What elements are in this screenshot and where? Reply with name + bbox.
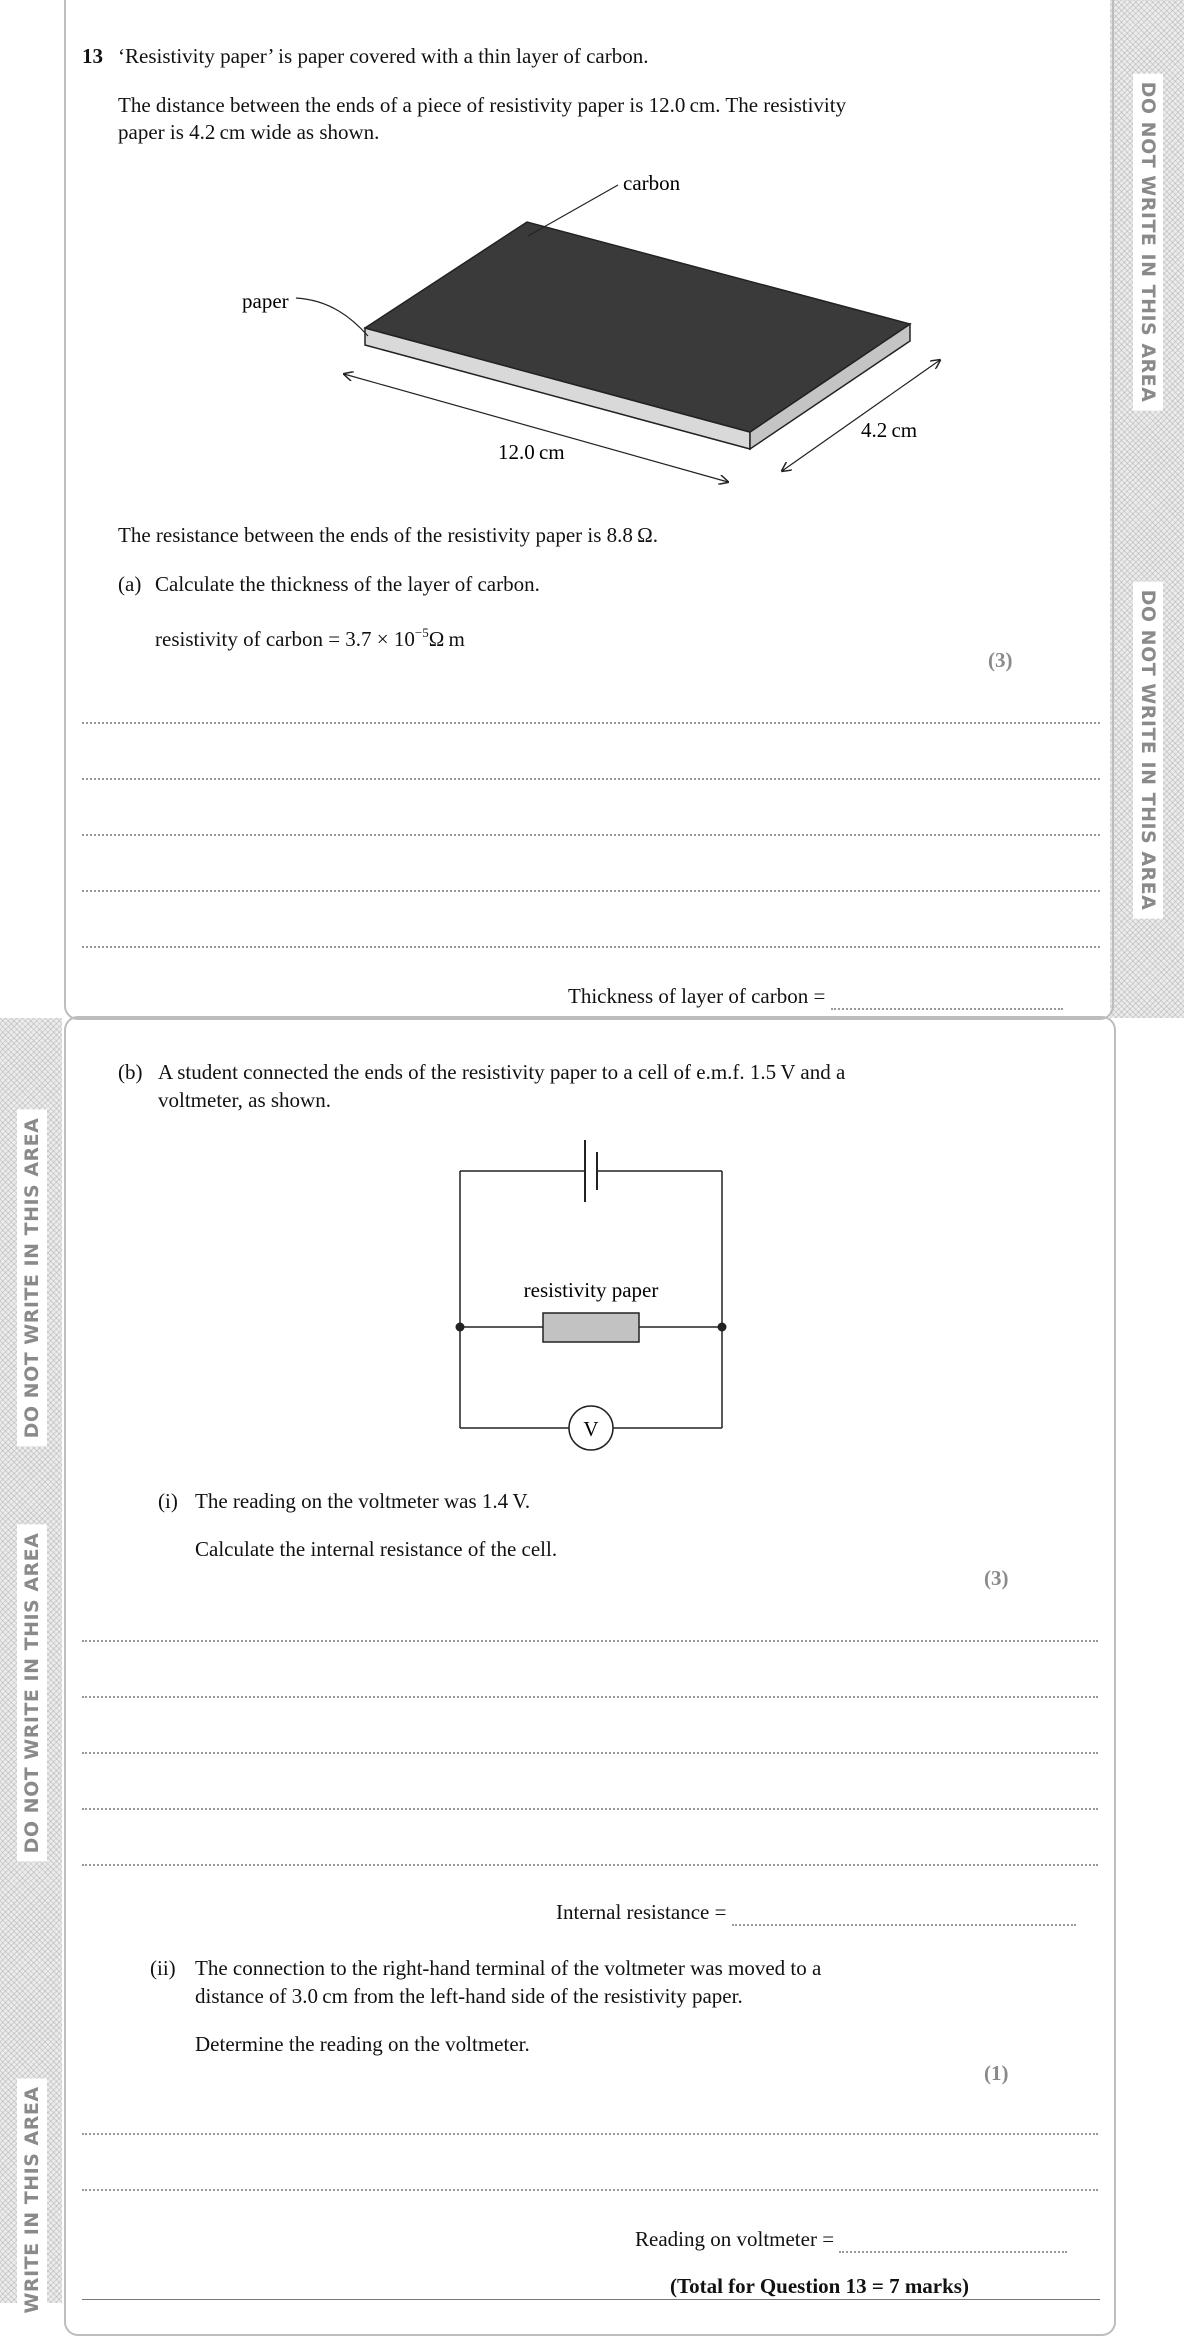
part-b-i-marks: (3)	[984, 1566, 1009, 1590]
junction-dot	[456, 1323, 465, 1332]
part-b-i-label: (i)	[158, 1489, 178, 1513]
answer-line[interactable]	[82, 778, 1100, 780]
question-description: paper is 4.2 cm wide as shown.	[118, 120, 380, 144]
part-b-i-statement: The reading on the voltmeter was 1.4 V.	[195, 1489, 531, 1513]
paper-leader-line	[296, 298, 368, 336]
part-b-ii-marks: (1)	[984, 2061, 1009, 2085]
circuit-diagram	[0, 1100, 1110, 1460]
width-label: 4.2 cm	[861, 418, 918, 442]
resistivity-paper-label: resistivity paper	[523, 1278, 659, 1302]
answer-line[interactable]	[82, 722, 1100, 724]
resistivity-unit: Ω m	[428, 627, 465, 651]
voltmeter-label: V	[583, 1417, 599, 1441]
resistivity-given-value: resistivity of carbon = 3.7 × 10	[155, 627, 415, 651]
answer-line[interactable]	[82, 890, 1100, 892]
resistivity-paper-component	[543, 1313, 639, 1342]
answer-line[interactable]	[82, 2133, 1098, 2135]
margin-warning-label: DO NOT WRITE IN THIS AREA	[17, 1525, 47, 1862]
part-b-ii-instruction: Determine the reading on the voltmeter.	[195, 2032, 530, 2056]
part-b-question: A student connected the ends of the resistivity paper to a cell of e.m.f. 1.5 V and a	[158, 1060, 846, 1084]
margin-warning-label: DO NOT WRITE IN THIS AREA	[1133, 74, 1163, 411]
answer-line[interactable]	[82, 1808, 1098, 1810]
voltmeter-reading-answer-label: Reading on voltmeter =	[635, 2227, 835, 2251]
answer-line[interactable]	[82, 946, 1100, 948]
answer-line[interactable]	[82, 1640, 1098, 1642]
margin-warning-label: DO NOT WRITE IN THIS AREA	[17, 1110, 47, 1447]
part-b-label: (b)	[118, 1060, 143, 1084]
part-a-question: Calculate the thickness of the layer of carbon.	[155, 572, 540, 596]
question-total: (Total for Question 13 = 7 marks)	[670, 2274, 969, 2298]
carbon-label: carbon	[623, 171, 681, 195]
part-b-question: voltmeter, as shown.	[158, 1088, 331, 1112]
voltmeter-reading-answer-field[interactable]	[839, 2229, 1067, 2253]
internal-resistance-answer	[556, 1898, 1076, 1926]
part-a-marks: (3)	[988, 648, 1013, 672]
part-a-label: (a)	[118, 572, 142, 596]
carbon-leader-line	[528, 185, 618, 236]
thickness-answer-label: Thickness of layer of carbon =	[568, 984, 826, 1008]
answer-line[interactable]	[82, 834, 1100, 836]
resistivity-given	[155, 619, 465, 653]
internal-resistance-answer-label: Internal resistance =	[556, 1900, 727, 1924]
margin-warning-label: WRITE IN THIS AREA	[17, 2078, 47, 2321]
junction-dot	[718, 1323, 727, 1332]
resistivity-paper-diagram	[0, 0, 1110, 500]
answer-line[interactable]	[82, 1864, 1098, 1866]
part-b-ii-label: (ii)	[150, 1956, 176, 1980]
paper-label: paper	[242, 289, 289, 313]
question-number: 13	[82, 44, 103, 68]
answer-line[interactable]	[82, 1696, 1098, 1698]
part-b-ii-statement: distance of 3.0 cm from the left-hand side of the resistivity paper.	[195, 1984, 743, 2008]
resistivity-exponent: −5	[414, 625, 429, 640]
answer-line[interactable]	[82, 1752, 1098, 1754]
carbon-layer	[365, 222, 910, 432]
part-b-i-instruction: Calculate the internal resistance of the cell.	[195, 1537, 558, 1561]
part-b-ii-statement: The connection to the right-hand terminal of the voltmeter was moved to a	[195, 1956, 822, 1980]
thickness-answer-field[interactable]	[831, 986, 1063, 1010]
margin-warning-label: DO NOT WRITE IN THIS AREA	[1133, 582, 1163, 919]
answer-line[interactable]	[82, 2189, 1098, 2191]
voltmeter-reading-answer	[635, 2225, 1067, 2253]
thickness-answer	[568, 982, 1063, 1010]
length-label: 12.0 cm	[498, 440, 565, 464]
question-description: The distance between the ends of a piece of resistivity paper is 12.0 cm. The resistivity	[118, 93, 847, 117]
internal-resistance-answer-field[interactable]	[732, 1902, 1076, 1926]
question-intro: ‘Resistivity paper’ is paper covered with a thin layer of carbon.	[118, 44, 649, 68]
resistance-statement: The resistance between the ends of the resistivity paper is 8.8 Ω.	[118, 523, 658, 547]
